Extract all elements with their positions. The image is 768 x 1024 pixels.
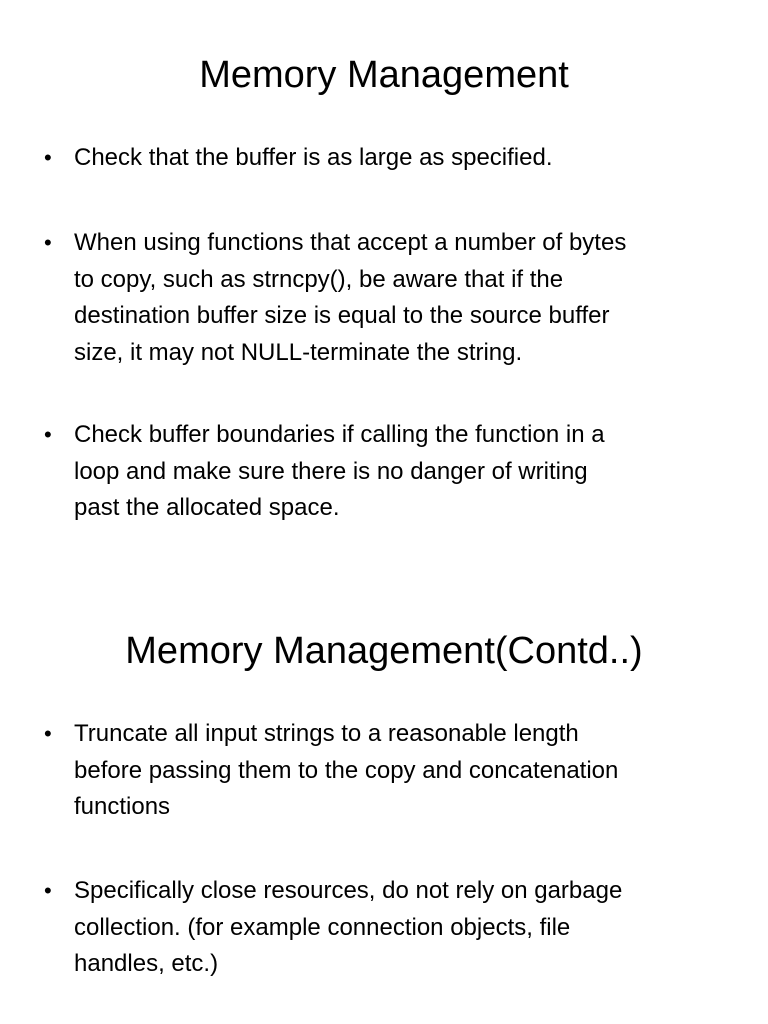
slide-2 — [0, 576, 768, 1024]
bullet-icon: • — [44, 145, 52, 170]
slide-title: Memory Management — [199, 54, 569, 96]
bullet-icon: • — [44, 230, 52, 255]
bullet-text: Check buffer boundaries if calling the function in a loop and make sure there is no danger of writing past the allocated space. — [74, 421, 605, 521]
bullet-text: Truncate all input strings to a reasonable length before passing them to the copy and concatenation functions — [74, 720, 619, 820]
bullet-text: When using functions that accept a number of bytes to copy, such as strncpy(), be aware that if the destination buffer size is equal to the source buffer size, it may not NULL-terminate the string. — [74, 229, 627, 366]
bullet-icon: • — [44, 721, 52, 746]
bullet-icon: • — [44, 422, 52, 447]
slide-title: Memory Management(Contd..) — [125, 630, 643, 672]
bullet-text: Specifically close resources, do not rely on garbage collection. (for example connection objects, file handles, etc.) — [74, 877, 623, 977]
bullet-text: Check that the buffer is as large as specified. — [74, 144, 553, 171]
bullet-icon: • — [44, 878, 52, 903]
